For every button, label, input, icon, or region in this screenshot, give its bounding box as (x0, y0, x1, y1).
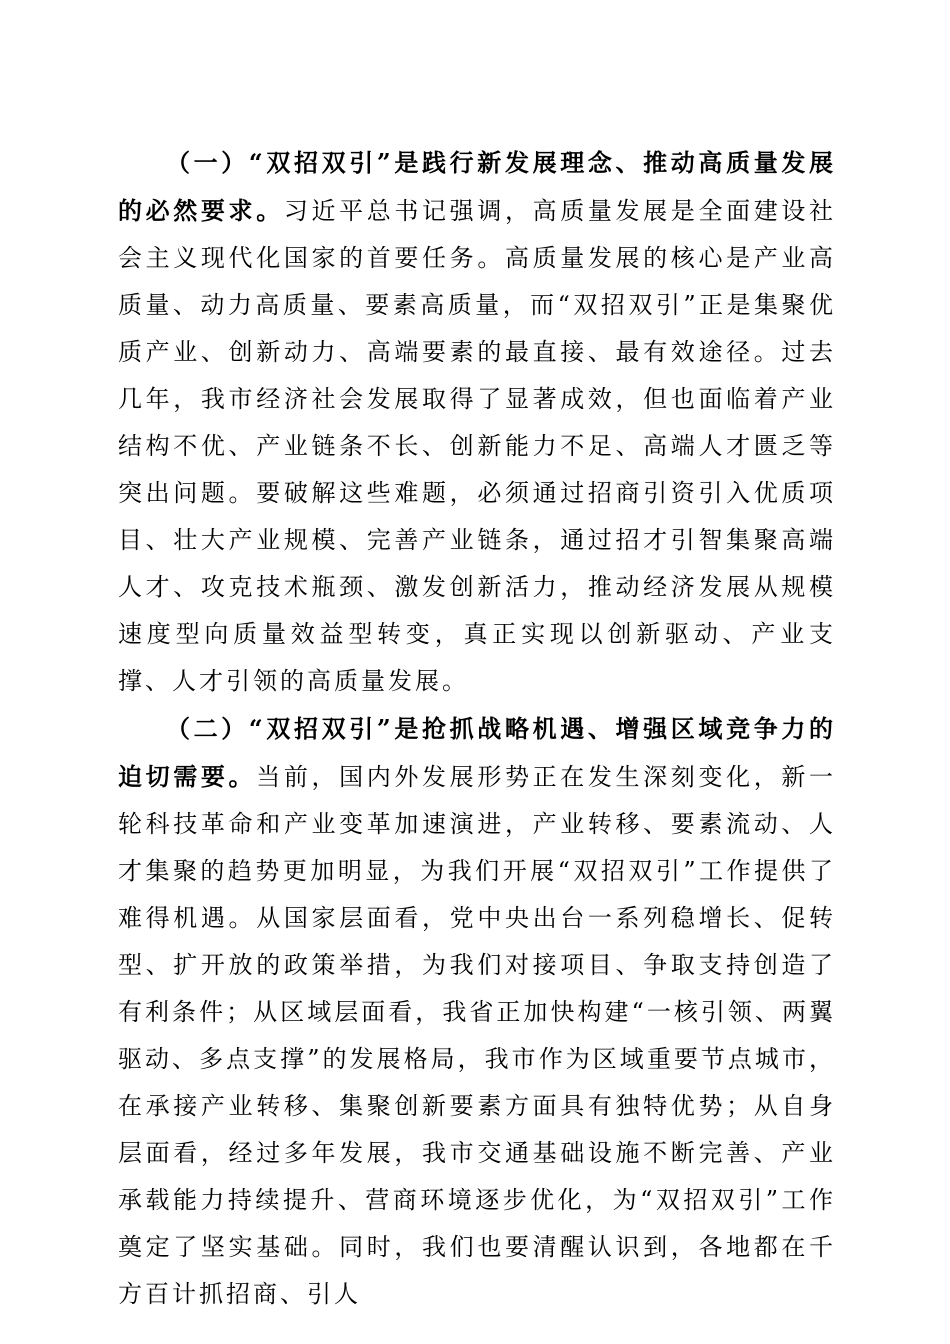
paragraph-1-heading: （一）“双招双引”是践行新发展理念、推动高质量发展的必然要求。 (118, 148, 836, 225)
paragraph-1 (118, 139, 836, 705)
paragraph-2-body: 当前，国内外发展形势正在发生深刻变化，新一轮科技革命和产业变革加速演进，产业转移、要素流动、人才集聚的趋势更加明显，为我们开展“双招双引”工作提供了难得机遇。从国家层面看，党中央出台一系列稳增长、促转型、扩开放的政策举措，为我们对接项目、争取支持创造了有利条件；从区域层面看，我省正加快构建“一核引领、两翼驱动、多点支撑”的发展格局，我市作为区域重要节点城市，在承接产业转移、集聚创新要素方面具有独特优势；从自身层面看，经过多年发展，我市交通基础设施不断完善、产业承载能力持续提升、营商环境逐步优化，为“双招双引”工作奠定了坚实基础。同时，我们也要清醒认识到，各地都在千方百计抓招商、引人 (118, 763, 837, 1308)
document-page (118, 139, 836, 1318)
paragraph-2 (118, 705, 836, 1318)
paragraph-2-heading: （二）“双招双引”是抢抓战略机遇、增强区域竞争力的迫切需要。 (118, 714, 836, 791)
paragraph-1-body: 习近平总书记强调，高质量发展是全面建设社会主义现代化国家的首要任务。高质量发展的核心是产业高质量、动力高质量、要素高质量，而“双招双引”正是集聚优质产业、创新动力、高端要素的最直接、最有效途径。过去几年，我市经济社会发展取得了显著成效，但也面临着产业结构不优、产业链条不长、创新能力不足、高端人才匮乏等突出问题。要破解这些难题，必须通过招商引资引入优质项目、壮大产业规模、完善产业链条，通过招才引智集聚高端人才、攻克技术瓶颈、激发创新活力，推动经济发展从规模速度型向质量效益型转变，真正实现以创新驱动、产业支撑、人才引领的高质量发展。 (118, 197, 837, 695)
